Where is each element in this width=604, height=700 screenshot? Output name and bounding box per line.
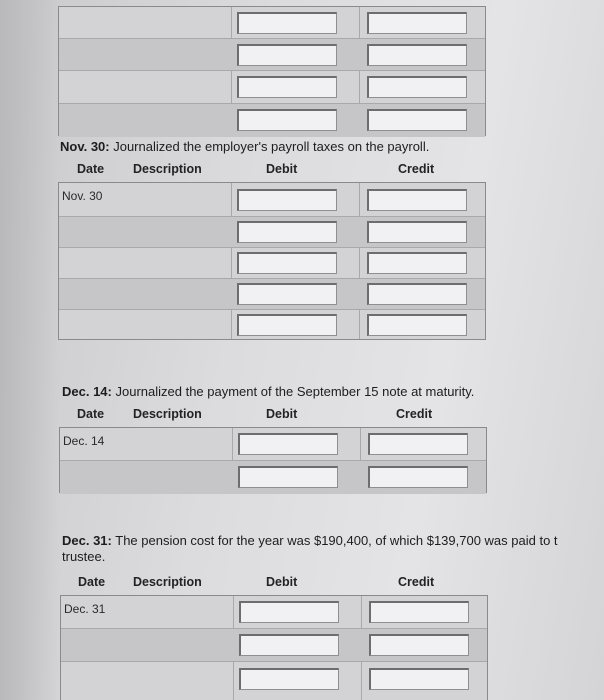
debit-input[interactable] [237, 44, 337, 66]
date-cell: Dec. 31 [64, 602, 106, 616]
credit-input[interactable] [368, 466, 468, 488]
journal-row [59, 104, 485, 137]
entry-description-text: Journalized the payment of the September 15 note at maturity. [111, 384, 475, 399]
debit-input[interactable] [237, 314, 337, 336]
entry-date-label: Dec. 14: [62, 384, 112, 399]
entry-instruction [62, 384, 474, 400]
credit-input[interactable] [367, 314, 467, 336]
debit-input[interactable] [239, 601, 339, 623]
entry-description-text-line2: trustee. [62, 549, 106, 564]
column-header-description: Description [133, 162, 202, 176]
column-header-debit: Debit [266, 162, 298, 176]
debit-input[interactable] [238, 466, 338, 488]
journal-row [59, 310, 485, 341]
credit-input[interactable] [369, 634, 469, 656]
credit-input[interactable] [367, 109, 467, 131]
entry-instruction [60, 139, 429, 155]
column-header-date: Date [78, 575, 106, 589]
journal-table-previous [58, 6, 486, 136]
entry-date-label: Nov. 30: [60, 139, 110, 154]
credit-input[interactable] [369, 668, 469, 690]
credit-input[interactable] [367, 189, 467, 211]
paper-shadow [0, 0, 60, 700]
journal-table-nov30 [58, 182, 486, 340]
debit-input[interactable] [237, 76, 337, 98]
entry-description-text: The pension cost for the year was $190,400, of which $139,700 was paid to t [111, 533, 558, 548]
journal-row [59, 7, 485, 39]
debit-input[interactable] [237, 109, 337, 131]
entry-date-label: Dec. 31: [62, 533, 112, 548]
journal-row [60, 461, 486, 494]
entry-description-text: Journalized the employer's payroll taxes on the payroll. [109, 139, 430, 154]
date-cell: Nov. 30 [62, 189, 103, 203]
date-cell: Dec. 14 [63, 434, 105, 448]
column-header-credit: Credit [398, 575, 435, 589]
debit-input[interactable] [239, 668, 339, 690]
credit-input[interactable] [367, 283, 467, 305]
debit-input[interactable] [237, 221, 337, 243]
column-header-description: Description [133, 575, 202, 589]
journal-row [60, 428, 486, 461]
debit-input[interactable] [238, 433, 338, 455]
debit-input[interactable] [237, 283, 337, 305]
entry-instruction [62, 533, 602, 565]
column-header-date: Date [77, 407, 105, 421]
journal-row [61, 629, 487, 662]
credit-input[interactable] [368, 433, 468, 455]
journal-row [59, 248, 485, 279]
debit-input[interactable] [237, 189, 337, 211]
credit-input[interactable] [369, 601, 469, 623]
debit-input[interactable] [237, 12, 337, 34]
debit-input[interactable] [239, 634, 339, 656]
journal-row [59, 183, 485, 217]
debit-input[interactable] [237, 252, 337, 274]
journal-row [59, 39, 485, 71]
journal-row [59, 279, 485, 310]
journal-table-dec14 [59, 427, 487, 493]
column-header-credit: Credit [398, 162, 435, 176]
credit-input[interactable] [367, 44, 467, 66]
column-header-credit: Credit [396, 407, 433, 421]
journal-row [59, 217, 485, 248]
journal-row [61, 596, 487, 629]
column-header-debit: Debit [266, 407, 298, 421]
credit-input[interactable] [367, 252, 467, 274]
journal-row [61, 662, 487, 700]
credit-input[interactable] [367, 76, 467, 98]
column-header-description: Description [133, 407, 202, 421]
credit-input[interactable] [367, 221, 467, 243]
journal-row [59, 71, 485, 104]
credit-input[interactable] [367, 12, 467, 34]
journal-table-dec31 [60, 595, 488, 700]
column-header-debit: Debit [266, 575, 298, 589]
column-header-date: Date [77, 162, 105, 176]
